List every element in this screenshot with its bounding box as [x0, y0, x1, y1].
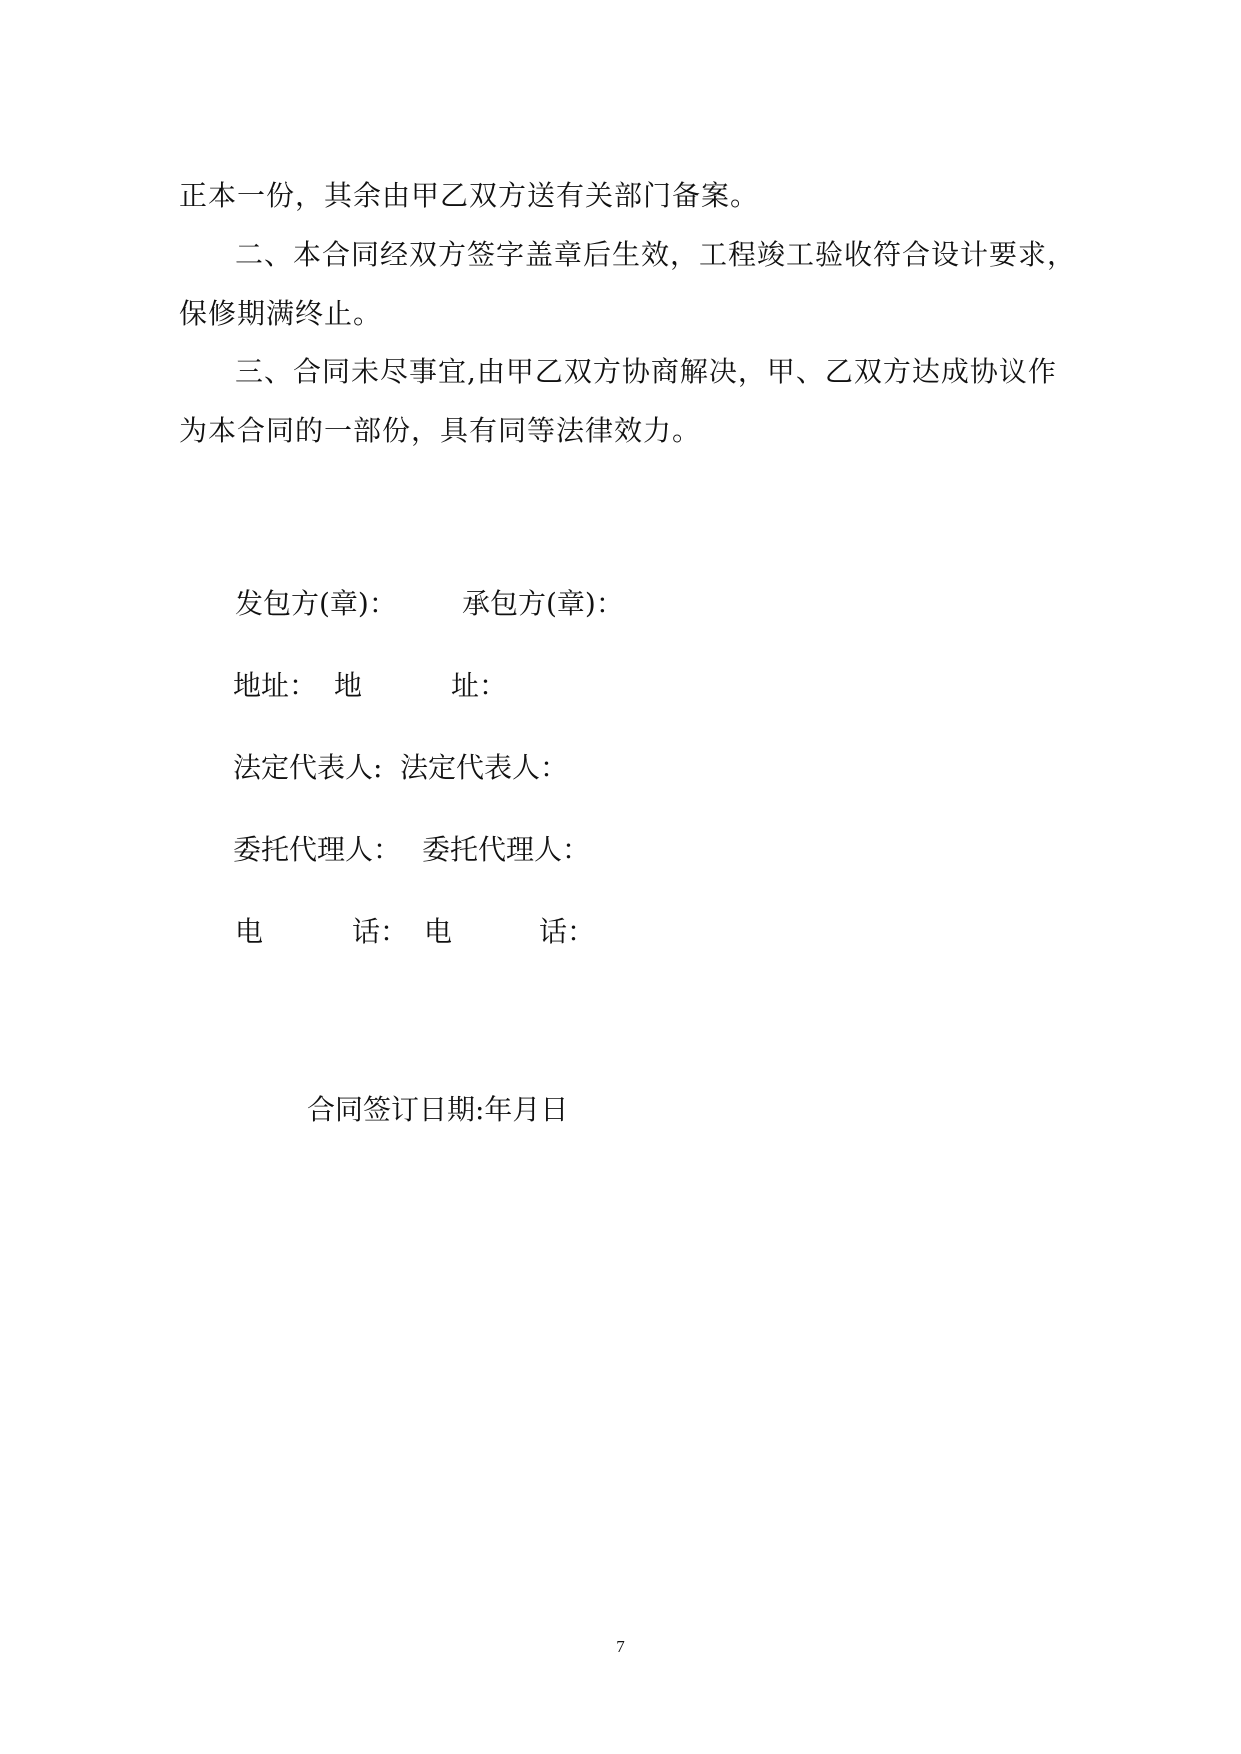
- paragraph-line-4: 三、合同未尽事宜,由甲乙双方协商解决，甲、乙双方达成协议作: [235, 355, 1057, 388]
- party-b-phone-label-part2: 话：: [539, 915, 596, 948]
- page-number: 7: [616, 1637, 625, 1656]
- party-a-agent-label: 委托代理人：: [233, 833, 402, 866]
- party-a-phone-label-part2: 话：: [352, 915, 409, 948]
- party-b-seal-label: 承包方(章)：: [462, 587, 624, 620]
- party-a-legal-rep-label: 法定代表人:: [233, 751, 383, 784]
- party-b-phone-label-part1: 电: [424, 915, 453, 948]
- paragraph-line-5: 为本合同的一部份，具有同等法律效力。: [179, 414, 702, 447]
- party-a-address-label: 地址：: [233, 669, 318, 702]
- party-b-legal-rep-label: 法定代表人：: [400, 751, 569, 784]
- party-a-seal-label: 发包方(章)：: [235, 587, 397, 620]
- party-a-phone-label-part1: 电: [235, 915, 264, 948]
- paragraph-line-3: 保修期满终止。: [179, 297, 383, 330]
- paragraph-line-1: 正本一份，其余由甲乙双方送有关部门备案。: [179, 179, 760, 212]
- party-b-address-label-part1: 地: [334, 669, 363, 702]
- party-b-agent-label: 委托代理人：: [422, 833, 591, 866]
- signing-date: 合同签订日期:年月日: [307, 1093, 569, 1126]
- party-b-address-label-part2: 址：: [451, 669, 508, 702]
- paragraph-line-2: 二、本合同经双方签字盖章后生效，工程竣工验收符合设计要求，: [235, 238, 1077, 271]
